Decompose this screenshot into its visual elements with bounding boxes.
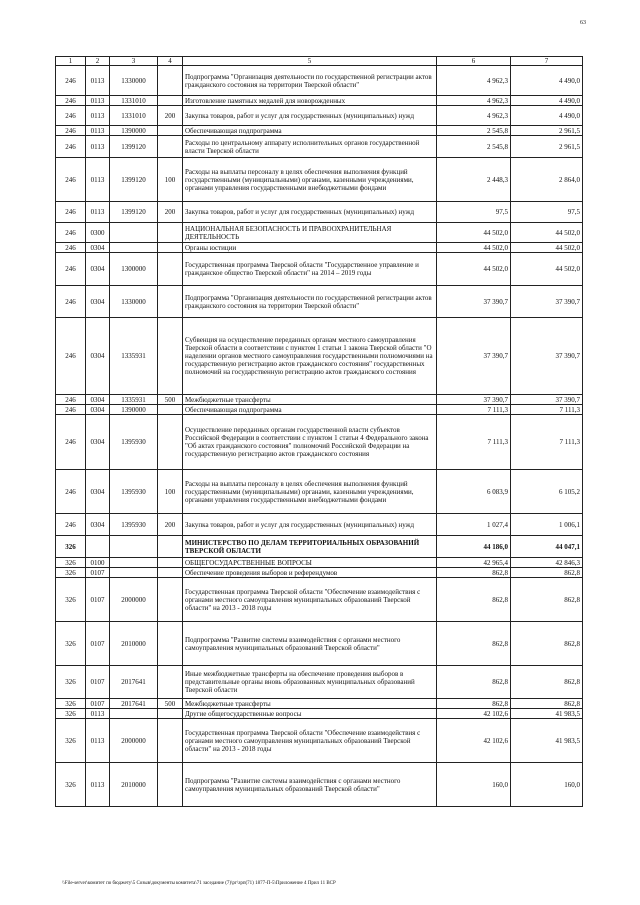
description-cell: Расходы по центральному аппарату исполнительных органов государственной власти Тверской области	[183, 136, 437, 158]
section-code-cell: 0100	[86, 558, 110, 568]
expense-type-cell	[158, 405, 183, 415]
expense-type-cell	[158, 96, 183, 106]
expense-type-cell	[158, 568, 183, 578]
expense-type-cell	[158, 318, 183, 395]
table-row	[56, 395, 583, 405]
target-article-cell: 1395930	[110, 470, 158, 514]
table-row	[56, 699, 583, 709]
admin-code-cell: 326	[56, 719, 86, 763]
table-row	[56, 158, 583, 202]
admin-code-cell: 246	[56, 318, 86, 395]
admin-code-cell: 246	[56, 286, 86, 318]
section-code-cell: 0304	[86, 405, 110, 415]
target-article-cell: 2010000	[110, 622, 158, 666]
amount-year2-cell: 862,8	[511, 666, 583, 699]
section-code-cell: 0113	[86, 763, 110, 807]
description-cell: Иные межбюджетные трансферты на обеспечение проведения выборов в представительные органы вновь образованных муниципальных образований Тверской области	[183, 666, 437, 699]
section-code-cell: 0113	[86, 66, 110, 96]
description-cell: Обеспечивающая подпрограмма	[183, 126, 437, 136]
section-code-cell	[86, 536, 110, 558]
amount-year1-cell: 862,8	[437, 666, 511, 699]
amount-year1-cell: 44 502,0	[437, 253, 511, 286]
header-cell: 4	[158, 57, 183, 66]
amount-year2-cell: 44 502,0	[511, 223, 583, 243]
table-row	[56, 286, 583, 318]
amount-year1-cell: 4 962,3	[437, 96, 511, 106]
admin-code-cell: 246	[56, 96, 86, 106]
table-row	[56, 415, 583, 470]
amount-year1-cell: 44 502,0	[437, 243, 511, 253]
table-row	[56, 318, 583, 395]
description-cell: ОБЩЕГОСУДАРСТВЕННЫЕ ВОПРОСЫ	[183, 558, 437, 568]
amount-year1-cell: 2 545,8	[437, 136, 511, 158]
description-cell: Подпрограмма "Развитие системы взаимодействия с органами местного самоуправления муниципальных образований Тверской области"	[183, 622, 437, 666]
target-article-cell	[110, 536, 158, 558]
section-code-cell: 0113	[86, 126, 110, 136]
budget-table	[55, 56, 583, 807]
table-row	[56, 719, 583, 763]
expense-type-cell: 100	[158, 470, 183, 514]
amount-year2-cell: 37 390,7	[511, 286, 583, 318]
amount-year1-cell: 44 186,0	[437, 536, 511, 558]
amount-year1-cell: 2 448,3	[437, 158, 511, 202]
amount-year2-cell: 41 983,5	[511, 719, 583, 763]
amount-year2-cell: 2 961,5	[511, 126, 583, 136]
description-cell: Расходы на выплаты персоналу в целях обеспечения выполнения функций государственными (муниципальными) органами, казенными учреждениями, органами управления государственными внебюджетными фондами	[183, 470, 437, 514]
target-article-cell: 1335931	[110, 395, 158, 405]
description-cell: НАЦИОНАЛЬНАЯ БЕЗОПАСНОСТЬ И ПРАВООХРАНИТЕЛЬНАЯ ДЕЯТЕЛЬНОСТЬ	[183, 223, 437, 243]
expense-type-cell	[158, 578, 183, 622]
expense-type-cell	[158, 709, 183, 719]
amount-year2-cell: 37 390,7	[511, 318, 583, 395]
target-article-cell: 1330000	[110, 66, 158, 96]
description-cell: Межбюджетные трансферты	[183, 699, 437, 709]
amount-year1-cell: 862,8	[437, 699, 511, 709]
section-code-cell: 0300	[86, 223, 110, 243]
table-row	[56, 202, 583, 223]
table-body	[56, 66, 583, 807]
table-row	[56, 66, 583, 96]
expense-type-cell	[158, 66, 183, 96]
expense-type-cell	[158, 763, 183, 807]
description-cell: Расходы на выплаты персоналу в целях обеспечения выполнения функций государственными (муниципальными) органами, казенными учреждениями, органами управления государственными внебюджетными фондами	[183, 158, 437, 202]
expense-type-cell: 200	[158, 106, 183, 126]
table-row	[56, 470, 583, 514]
target-article-cell	[110, 558, 158, 568]
target-article-cell	[110, 243, 158, 253]
section-code-cell: 0304	[86, 514, 110, 536]
expense-type-cell	[158, 558, 183, 568]
amount-year1-cell: 37 390,7	[437, 286, 511, 318]
amount-year1-cell: 97,5	[437, 202, 511, 223]
expense-type-cell	[158, 243, 183, 253]
admin-code-cell: 246	[56, 126, 86, 136]
admin-code-cell: 326	[56, 622, 86, 666]
expense-type-cell: 100	[158, 158, 183, 202]
expense-type-cell: 500	[158, 395, 183, 405]
amount-year1-cell: 862,8	[437, 622, 511, 666]
table-row	[56, 578, 583, 622]
amount-year1-cell: 2 545,8	[437, 126, 511, 136]
table-row	[56, 405, 583, 415]
amount-year2-cell: 7 111,3	[511, 415, 583, 470]
section-code-cell: 0107	[86, 578, 110, 622]
admin-code-cell: 246	[56, 253, 86, 286]
amount-year2-cell: 44 502,0	[511, 243, 583, 253]
target-article-cell: 1395930	[110, 415, 158, 470]
expense-type-cell	[158, 622, 183, 666]
description-cell: Другие общегосударственные вопросы	[183, 709, 437, 719]
target-article-cell: 1300000	[110, 253, 158, 286]
admin-code-cell: 246	[56, 66, 86, 96]
amount-year1-cell: 42 965,4	[437, 558, 511, 568]
section-code-cell: 0304	[86, 253, 110, 286]
description-cell: Государственная программа Тверской области "Обеспечение взаимодействия с органами местного самоуправления муниципальных образований Тверской области" на 2013 - 2018 годы	[183, 578, 437, 622]
section-code-cell: 0304	[86, 318, 110, 395]
table-row	[56, 243, 583, 253]
amount-year2-cell: 44 502,0	[511, 253, 583, 286]
amount-year2-cell: 41 983,5	[511, 709, 583, 719]
expense-type-cell	[158, 253, 183, 286]
header-cell: 5	[183, 57, 437, 66]
expense-type-cell: 200	[158, 514, 183, 536]
section-code-cell: 0113	[86, 158, 110, 202]
expense-type-cell	[158, 536, 183, 558]
target-article-cell: 1399120	[110, 158, 158, 202]
header-cell: 1	[56, 57, 86, 66]
description-cell: Подпрограмма "Организация деятельности по государственной регистрации актов гражданского состояния на территории Тверской области"	[183, 66, 437, 96]
admin-code-cell: 326	[56, 699, 86, 709]
target-article-cell: 1390000	[110, 405, 158, 415]
description-cell: Закупка товаров, работ и услуг для государственных (муниципальных) нужд	[183, 202, 437, 223]
footer-file-path: \\File-server\комитет по бюджету\5 Созыв\документы комитета\71 заседание (7)\рг\зрп(71) 1877-П-5\Приложение 4 Прил 11 ВСР	[62, 881, 336, 886]
section-code-cell: 0113	[86, 709, 110, 719]
admin-code-cell: 326	[56, 666, 86, 699]
amount-year2-cell: 160,0	[511, 763, 583, 807]
admin-code-cell: 326	[56, 578, 86, 622]
header-row	[56, 57, 583, 66]
target-article-cell: 2017641	[110, 666, 158, 699]
table-row	[56, 568, 583, 578]
amount-year2-cell: 862,8	[511, 578, 583, 622]
table-row	[56, 136, 583, 158]
amount-year1-cell: 4 962,3	[437, 106, 511, 126]
target-article-cell	[110, 568, 158, 578]
header-cell: 7	[511, 57, 583, 66]
amount-year2-cell: 42 846,3	[511, 558, 583, 568]
expense-type-cell	[158, 126, 183, 136]
amount-year2-cell: 37 390,7	[511, 395, 583, 405]
admin-code-cell: 246	[56, 415, 86, 470]
amount-year1-cell: 862,8	[437, 568, 511, 578]
admin-code-cell: 326	[56, 763, 86, 807]
section-code-cell: 0113	[86, 106, 110, 126]
expense-type-cell: 500	[158, 699, 183, 709]
table-row	[56, 709, 583, 719]
amount-year1-cell: 44 502,0	[437, 223, 511, 243]
admin-code-cell: 246	[56, 223, 86, 243]
admin-code-cell: 246	[56, 243, 86, 253]
target-article-cell: 1395930	[110, 514, 158, 536]
description-cell: Органы юстиции	[183, 243, 437, 253]
amount-year1-cell: 42 102,6	[437, 709, 511, 719]
section-code-cell: 0107	[86, 699, 110, 709]
expense-type-cell	[158, 223, 183, 243]
amount-year2-cell: 7 111,3	[511, 405, 583, 415]
section-code-cell: 0113	[86, 96, 110, 106]
amount-year2-cell: 4 490,0	[511, 106, 583, 126]
description-cell: Подпрограмма "Развитие системы взаимодействия с органами местного самоуправления муниципальных образований Тверской области"	[183, 763, 437, 807]
admin-code-cell: 246	[56, 136, 86, 158]
description-cell: Изготовление памятных медалей для новорожденных	[183, 96, 437, 106]
header-cell: 3	[110, 57, 158, 66]
target-article-cell: 2017641	[110, 699, 158, 709]
section-code-cell: 0304	[86, 286, 110, 318]
amount-year2-cell: 2 864,0	[511, 158, 583, 202]
table-row	[56, 536, 583, 558]
amount-year2-cell: 862,8	[511, 568, 583, 578]
amount-year2-cell: 4 490,0	[511, 96, 583, 106]
amount-year2-cell: 862,8	[511, 699, 583, 709]
amount-year1-cell: 37 390,7	[437, 318, 511, 395]
admin-code-cell: 326	[56, 558, 86, 568]
description-cell: Осуществление переданных органам государственной власти субъектов Российской Федерации в соответствии с пунктом 1 статьи 4 Федерального закона "Об актах гражданского состояния" полномочий Российской Федерации на государственную регистрацию актов гражданского состояния	[183, 415, 437, 470]
expense-type-cell	[158, 719, 183, 763]
admin-code-cell: 326	[56, 709, 86, 719]
section-code-cell: 0107	[86, 568, 110, 578]
target-article-cell: 1399120	[110, 136, 158, 158]
table-row	[56, 514, 583, 536]
table-row	[56, 666, 583, 699]
table-row	[56, 253, 583, 286]
description-cell: Межбюджетные трансферты	[183, 395, 437, 405]
target-article-cell: 1335931	[110, 318, 158, 395]
amount-year2-cell: 1 006,1	[511, 514, 583, 536]
table-row	[56, 622, 583, 666]
page-number: 63	[580, 20, 586, 26]
amount-year1-cell: 862,8	[437, 578, 511, 622]
section-code-cell: 0304	[86, 243, 110, 253]
table-row	[56, 763, 583, 807]
table-row	[56, 106, 583, 126]
admin-code-cell: 326	[56, 536, 86, 558]
target-article-cell: 2000000	[110, 578, 158, 622]
amount-year2-cell: 97,5	[511, 202, 583, 223]
expense-type-cell	[158, 286, 183, 318]
amount-year2-cell: 2 961,5	[511, 136, 583, 158]
expense-type-cell	[158, 666, 183, 699]
amount-year1-cell: 6 083,9	[437, 470, 511, 514]
target-article-cell: 1331010	[110, 106, 158, 126]
admin-code-cell: 246	[56, 158, 86, 202]
amount-year1-cell: 160,0	[437, 763, 511, 807]
section-code-cell: 0304	[86, 395, 110, 405]
section-code-cell: 0304	[86, 470, 110, 514]
amount-year2-cell: 6 105,2	[511, 470, 583, 514]
table-row	[56, 126, 583, 136]
amount-year1-cell: 37 390,7	[437, 395, 511, 405]
section-code-cell: 0304	[86, 415, 110, 470]
amount-year1-cell: 42 102,6	[437, 719, 511, 763]
expense-type-cell	[158, 136, 183, 158]
expense-type-cell	[158, 415, 183, 470]
description-cell: Субвенция на осуществление переданных органам местного самоуправления Тверской области в соответствии с пунктом 1 статьи 1 закона Тверской области "О наделении органов местного самоуправления государственными полномочиями на государственную регистрацию актов гражданского состояния" государственных полномочий на государственную регистрацию актов гражданского состояния	[183, 318, 437, 395]
header-cell: 2	[86, 57, 110, 66]
target-article-cell: 1390000	[110, 126, 158, 136]
admin-code-cell: 246	[56, 470, 86, 514]
description-cell: Обеспечение проведения выборов и референдумов	[183, 568, 437, 578]
amount-year2-cell: 4 490,0	[511, 66, 583, 96]
admin-code-cell: 246	[56, 106, 86, 126]
table-row	[56, 96, 583, 106]
admin-code-cell: 246	[56, 514, 86, 536]
description-cell: Государственная программа Тверской области "Обеспечение взаимодействия с органами местного самоуправления муниципальных образований Тверской области" на 2013 - 2018 годы	[183, 719, 437, 763]
section-code-cell: 0113	[86, 136, 110, 158]
section-code-cell: 0107	[86, 666, 110, 699]
description-cell: Обеспечивающая подпрограмма	[183, 405, 437, 415]
target-article-cell: 1399120	[110, 202, 158, 223]
amount-year1-cell: 4 962,3	[437, 66, 511, 96]
target-article-cell: 2010000	[110, 763, 158, 807]
expense-type-cell: 200	[158, 202, 183, 223]
target-article-cell	[110, 223, 158, 243]
header-cell: 6	[437, 57, 511, 66]
admin-code-cell: 246	[56, 395, 86, 405]
target-article-cell: 1331010	[110, 96, 158, 106]
target-article-cell: 1330000	[110, 286, 158, 318]
amount-year2-cell: 862,8	[511, 622, 583, 666]
section-code-cell: 0113	[86, 202, 110, 223]
description-cell: Закупка товаров, работ и услуг для государственных (муниципальных) нужд	[183, 106, 437, 126]
section-code-cell: 0113	[86, 719, 110, 763]
amount-year1-cell: 7 111,3	[437, 405, 511, 415]
description-cell: Государственная программа Тверской области "Государственное управление и гражданское общество Тверской области" на 2014 – 2019 годы	[183, 253, 437, 286]
description-cell: Закупка товаров, работ и услуг для государственных (муниципальных) нужд	[183, 514, 437, 536]
description-cell: МИНИСТЕРСТВО ПО ДЕЛАМ ТЕРРИТОРИАЛЬНЫХ ОБРАЗОВАНИЙ ТВЕРСКОЙ ОБЛАСТИ	[183, 536, 437, 558]
admin-code-cell: 326	[56, 568, 86, 578]
amount-year1-cell: 1 027,4	[437, 514, 511, 536]
description-cell: Подпрограмма "Организация деятельности по государственной регистрации актов гражданского состояния на территории Тверской области"	[183, 286, 437, 318]
table-row	[56, 223, 583, 243]
section-code-cell: 0107	[86, 622, 110, 666]
amount-year1-cell: 7 111,3	[437, 415, 511, 470]
admin-code-cell: 246	[56, 202, 86, 223]
target-article-cell	[110, 709, 158, 719]
amount-year2-cell: 44 047,1	[511, 536, 583, 558]
admin-code-cell: 246	[56, 405, 86, 415]
table-row	[56, 558, 583, 568]
target-article-cell: 2000000	[110, 719, 158, 763]
